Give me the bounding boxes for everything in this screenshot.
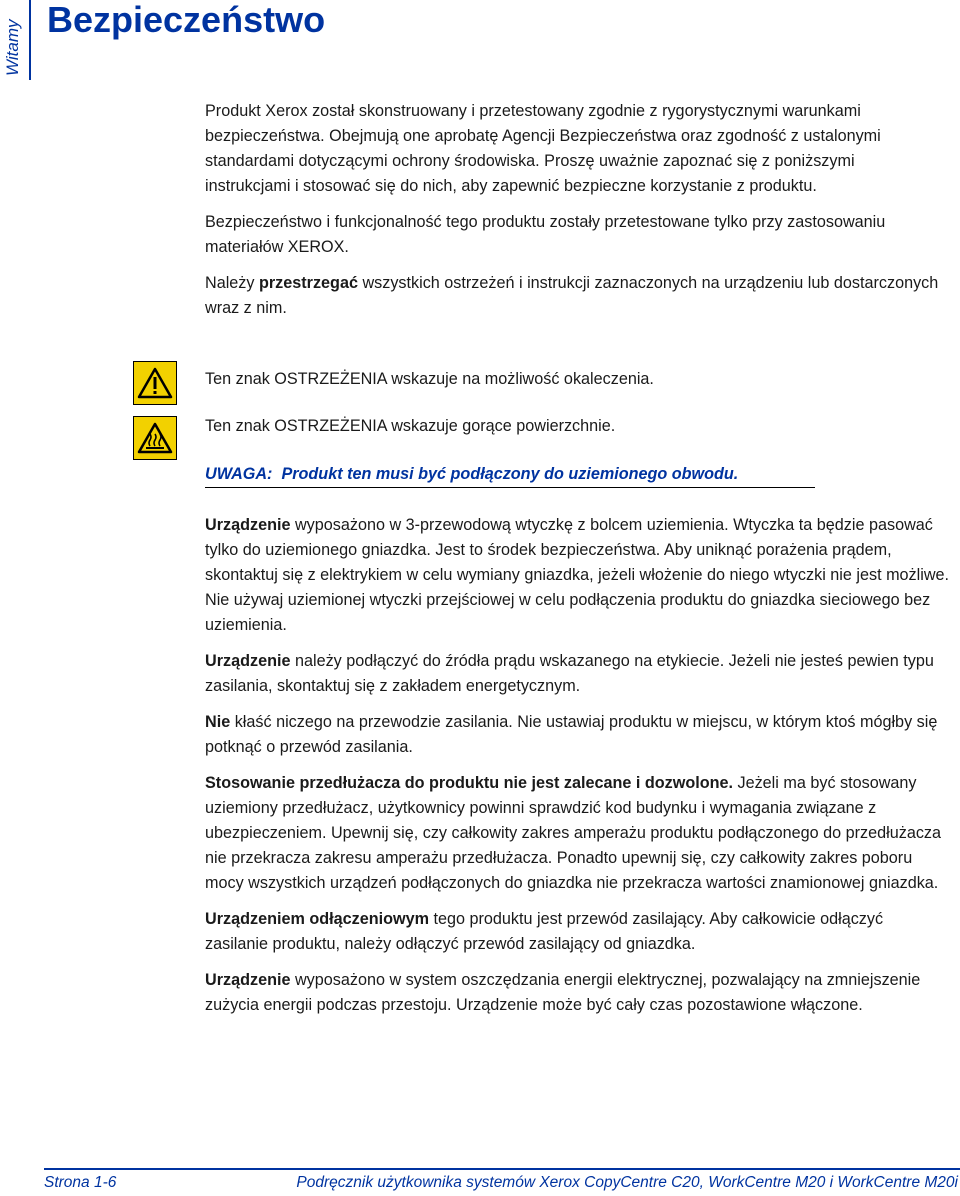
observe-pre: Należy — [205, 274, 259, 292]
uwaga-text: Produkt ten musi być podłączony do uziemionego obwodu. — [281, 465, 739, 483]
para-2-text: należy podłączyć do źródła prądu wskazanego na etykiecie. Jeżeli nie jesteś pewien typu zasilania, skontaktuj się z zakładem energetycznym. — [205, 652, 934, 695]
intro-paragraph-2: Bezpieczeństwo i funkcjonalność tego produktu zostały przetestowane tylko przy zastosowaniu materiałów XEROX. — [205, 213, 886, 256]
warning-triangle-icon — [133, 361, 177, 405]
para-6-text: wyposażono w system oszczędzania energii elektrycznej, pozwalający na zmniejszenie zużycia energii podczas przestoju. Urządzenie może być cały czas pozostawione włączone. — [205, 971, 921, 1014]
footer-divider — [44, 1168, 960, 1170]
footer-manual-title: Podręcznik użytkownika systemów Xerox CopyCentre C20, WorkCentre M20 i WorkCentre M20i — [296, 1174, 958, 1191]
para-1-text: wyposażono w 3-przewodową wtyczkę z bolcem uziemienia. Wtyczka ta będzie pasować tylko do uziemionego gniazdka. Jest to środek bezpieczeństwa. Aby uniknąć porażenia prądem, skontaktuj się z elektrykiem w celu wymiany gniazdka, jeżeli włożenie do niego wtyczki nie jest możliwe. Nie używaj uziemionej wtyczki przejściowej w celu podłączenia produktu do gniazdka sieciowego bez uziemienia. — [205, 516, 950, 634]
observe-post: wszystkich ostrzeżeń i instrukcji zaznaczonych na urządzeniu lub dostarczonych wraz z nim. — [205, 274, 939, 317]
page-title: Bezpieczeństwo — [47, 0, 326, 40]
intro-section — [205, 99, 940, 332]
uwaga-underline — [205, 487, 815, 488]
uwaga-label: UWAGA: — [205, 465, 273, 483]
para-2-bold: Urządzenie — [205, 652, 291, 670]
paragraph-energy-saver — [205, 968, 950, 1018]
observe-bold: przestrzegać — [258, 274, 358, 292]
intro-paragraph-1: Produkt Xerox został skonstruowany i przetestowany zgodnie z rygorystycznymi warunkami bezpieczeństwa. Obejmują one aprobatę Agencji Bezpieczeństwa oraz zgodność z ustalonymi standardami dotyczącymi ochrony środowiska. Proszę uważnie zapoznać się z poniższymi instrukcjami i stosować się do nich, aby zapewnić bezpieczne korzystanie z produktu. — [205, 102, 881, 195]
para-3-text: kłaść niczego na przewodzie zasilania. Nie ustawiaj produktu w miejscu, w którym ktoś mógłby się potknąć o przewód zasilania. — [205, 713, 938, 756]
para-6-bold: Urządzenie — [205, 971, 291, 989]
paragraph-disconnect — [205, 907, 950, 957]
para-5-bold: Urządzeniem odłączeniowym — [205, 910, 429, 928]
paragraph-power-source — [205, 649, 950, 699]
warning-injury-text: Ten znak OSTRZEŻENIA wskazuje na możliwość okaleczenia. — [205, 370, 654, 388]
para-4-bold: Stosowanie przedłużacza do produktu nie jest zalecane i dozwolone. — [205, 774, 733, 792]
hot-surface-icon — [133, 416, 177, 460]
para-1-bold: Urządzenie — [205, 516, 291, 534]
para-3-bold: Nie — [205, 713, 231, 731]
para-5-text: tego produktu jest przewód zasilający. Aby całkowicie odłączyć zasilanie produktu, należy odłączyć przewód zasilający od gniazdka. — [205, 910, 884, 953]
observe-paragraph — [205, 271, 940, 321]
safety-instructions — [205, 513, 950, 1029]
uwaga-note — [205, 462, 738, 486]
paragraph-extension-cord — [205, 771, 950, 896]
paragraph-grounded-plug — [205, 513, 950, 638]
para-4-text: Jeżeli ma być stosowany uziemiony przedłużacz, użytkownicy powinni sprawdzić kod budynku i wymagania związane z ubezpieczeniem. Upewnij się, czy całkowity zakres amperażu produktu podłączonego do przedłużacza nie przekracza zakresu amperażu przedłużacza. Ponadto upewnij się, czy całkowity zakres poboru mocy wszystkich urządzeń podłączonych do gniazdka nie przekracza wartości znamionowej gniazdka. — [205, 774, 942, 892]
paragraph-power-cord — [205, 710, 950, 760]
warning-hot-text: Ten znak OSTRZEŻENIA wskazuje gorące powierzchnie. — [205, 417, 616, 435]
sidebar-label: Witamy — [3, 19, 22, 76]
footer-page-number: Strona 1-6 — [44, 1174, 117, 1191]
